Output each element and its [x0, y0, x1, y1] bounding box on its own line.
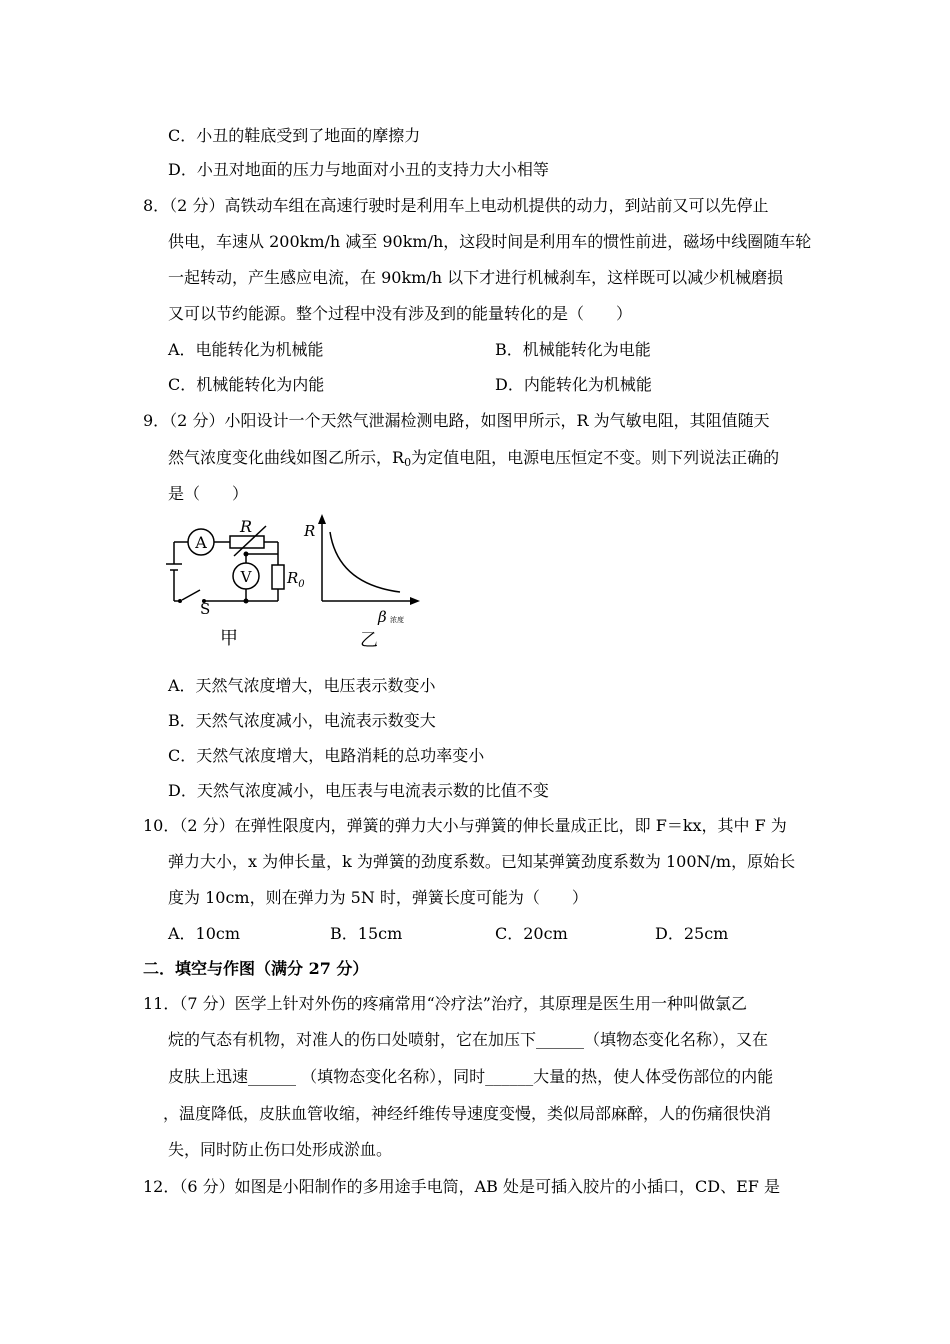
q8-line-4: 又可以节约能源。整个过程中没有涉及到的能量转化的是（ ） — [168, 304, 633, 323]
q9-option-a: A．天然气浓度增大，电压表示数变小 — [168, 676, 436, 695]
q10-option-d: D．25cm — [655, 924, 729, 943]
q7-option-c: C．小丑的鞋底受到了地面的摩擦力 — [168, 126, 421, 145]
q9-line-1: 9．（2 分）小阳设计一个天然气泄漏检测电路，如图甲所示，R 为气敏电阻，其阻值随天 — [143, 411, 770, 430]
q8-line-3: 一起转动，产生感应电流，在 90km/h 以下才进行机械刹车，这样既可以减少机械磨损 — [168, 268, 784, 287]
q8-option-d: D．内能转化为机械能 — [495, 375, 652, 394]
q11-line-5: 失，同时防止伤口处形成淤血。 — [168, 1140, 393, 1159]
graph-axis-y-label: R — [304, 522, 316, 540]
q12-line-1: 12．（6 分）如图是小阳制作的多用途手电筒，AB 处是可插入胶片的小插口，CD、EF 是 — [143, 1177, 780, 1196]
q11-line-2: 烷的气态有机物，对准人的伤口处喷射，它在加压下______（填物态变化名称），又在 — [168, 1030, 769, 1049]
switch-label: S — [200, 600, 211, 618]
figure-label-jia: 甲 — [220, 628, 238, 649]
q11-line-3: 皮肤上迅速______ （填物态变化名称），同时______大量的热，使人体受伤部位的内能 — [168, 1067, 774, 1086]
q10-option-b: B．15cm — [330, 924, 403, 943]
r0-label: $R_0$ — [287, 569, 305, 590]
q10-option-a: A．10cm — [168, 924, 241, 943]
q8-line-1: 8．（2 分）高铁动车组在高速行驶时是利用车上电动机提供的动力，到站前又可以先停止 — [143, 196, 769, 215]
voltmeter-label: V — [240, 568, 252, 586]
q9-figure — [160, 510, 430, 655]
section-heading: 二．填空与作图（满分 27 分） — [143, 959, 369, 978]
q8-line-2: 供电，车速从 200km/h 减至 90km/h，这段时间是利用车的惯性前进，磁场中线圈随车轮 — [168, 232, 812, 251]
q8-option-a: A．电能转化为机械能 — [168, 340, 324, 359]
q11-line-1: 11．（7 分）医学上针对外伤的疼痛常用“冷疗法”治疗，其原理是医生用一种叫做氯乙 — [143, 994, 747, 1013]
q9-line-3: 是（ ） — [168, 484, 249, 503]
q9-option-c: C．天然气浓度增大，电路消耗的总功率变小 — [168, 746, 485, 765]
q8-option-b: B．机械能转化为电能 — [495, 340, 651, 359]
q11-line-4: ，温度降低，皮肤血管收缩，神经纤维传导速度变慢，类似局部麻醉，人的伤痛很快消 — [163, 1104, 772, 1123]
graph-axis-x-label: β — [378, 608, 387, 626]
ammeter-label: A — [195, 533, 207, 552]
figure-label-yi: 乙 — [360, 630, 378, 651]
q10-line-2: 弹力大小，x 为伸长量，k 为弹簧的劲度系数。已知某弹簧劲度系数为 100N/m，原始长 — [168, 852, 796, 871]
q8-option-c: C．机械能转化为内能 — [168, 375, 325, 394]
graph-axis-x-small-label: 浓度 — [390, 616, 404, 624]
q10-option-c: C．20cm — [495, 924, 568, 943]
q9-line-2: 然气浓度变化曲线如图乙所示，$R_0$为定值电阻，电源电压恒定不变。则下列说法正确的 — [168, 448, 780, 469]
q10-line-3: 度为 10cm，则在弹力为 5N 时，弹簧长度可能为（ ） — [168, 888, 588, 907]
q10-line-1: 10．（2 分）在弹性限度内，弹簧的弹力大小与弹簧的伸长量成正比，即 F＝kx，其中 F 为 — [143, 816, 787, 835]
q9-option-b: B．天然气浓度减小，电流表示数变大 — [168, 711, 436, 730]
q9-option-d: D．天然气浓度减小，电压表与电流表示数的比值不变 — [168, 781, 549, 800]
resistor-label: R — [240, 517, 253, 536]
q7-option-d: D．小丑对地面的压力与地面对小丑的支持力大小相等 — [168, 160, 549, 179]
